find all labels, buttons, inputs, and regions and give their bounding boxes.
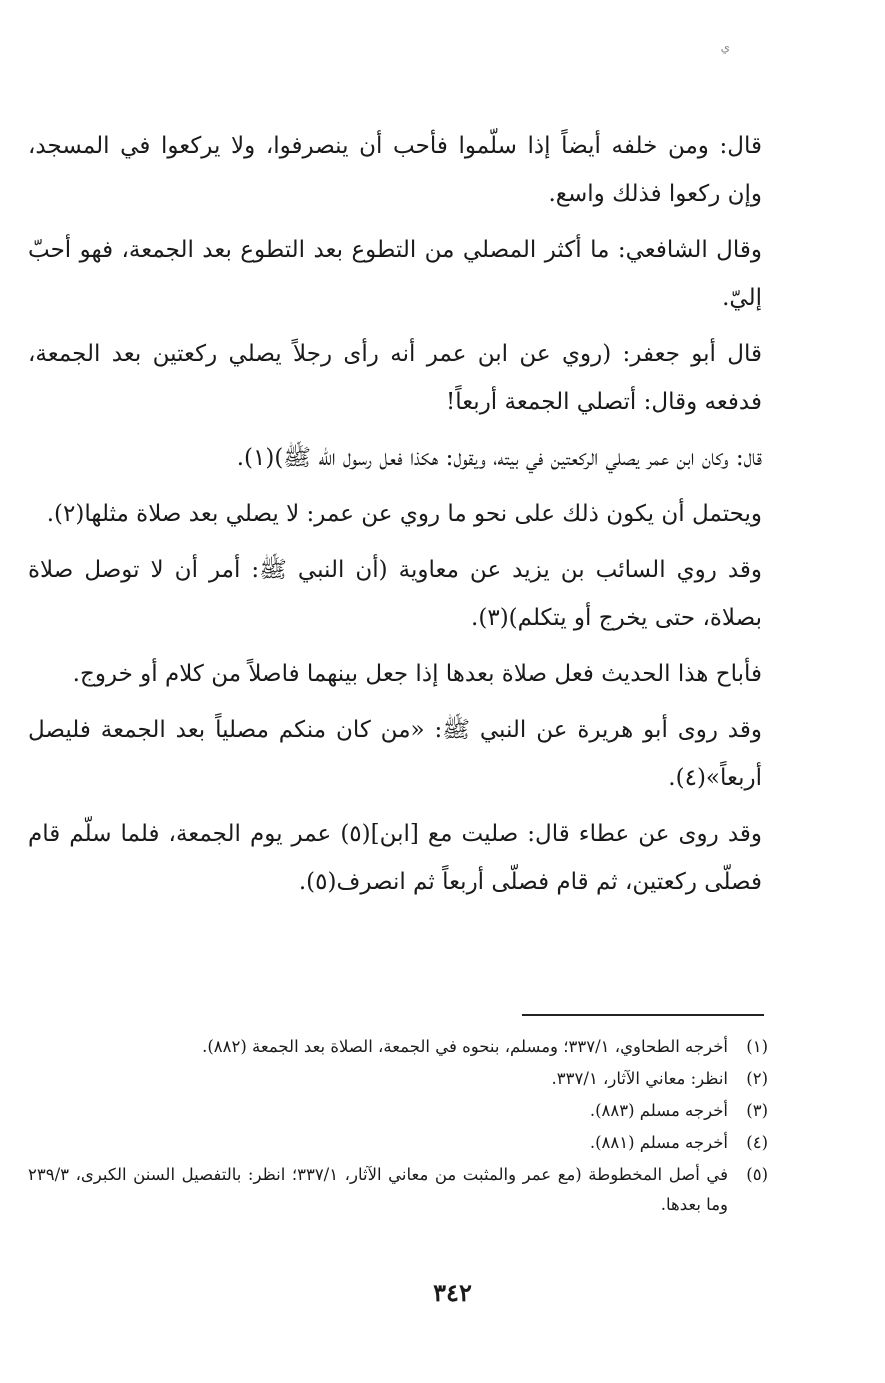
footnote-text: أخرجه مسلم (٨٨١). [589, 1133, 728, 1152]
paragraph: قال: ومن خلفه أيضاً إذا سلّموا فأحب أن ينصرفوا، ولا يركعوا في المسجد، وإن ركعوا فذلك واسع. [28, 133, 762, 207]
footnote-text: أخرجه الطحاوي، ٣٣٧/١؛ ومسلم، بنحوه في الجمعة، الصلاة بعد الجمعة (٨٨٢). [202, 1037, 728, 1056]
footnote [28, 1064, 768, 1094]
paragraph: وقد روي السائب بن يزيد عن معاوية (أن النبي ﷺ: أمر أن لا توصل صلاة بصلاة، حتى يخرج أو يتكلم)(٣). [28, 557, 762, 631]
footnote-text: انظر: معاني الآثار، ٣٣٧/١. [551, 1069, 728, 1088]
main-text [28, 122, 762, 914]
footnote [28, 1096, 768, 1126]
footnote [28, 1032, 768, 1062]
footnote [28, 1128, 768, 1158]
footnote-divider [522, 1014, 764, 1016]
paragraph: فأباح هذا الحديث فعل صلاة بعدها إذا جعل بينهما فاصلاً من كلام أو خروج. [72, 661, 762, 687]
footnote-number: (٣) [746, 1101, 768, 1120]
footnote-number: (٥) [746, 1165, 768, 1184]
paragraph: قال أبو جعفر: (روي عن ابن عمر أنه رأى رجلاً يصلي ركعتين بعد الجمعة، فدفعه وقال: أتصلي الجمعة أربعاً! [28, 341, 762, 415]
corner-mark: ي [720, 40, 730, 54]
page-number: ٣٤٢ [433, 1278, 472, 1307]
paragraph: وقد روى عن عطاء قال: صليت مع [ابن](٥) عمر يوم الجمعة، فلما سلّم قام فصلّى ركعتين، ثم قام فصلّى أربعاً ثم انصرف(٥). [28, 821, 762, 895]
footnote-number: (١) [746, 1037, 768, 1056]
footnotes [28, 1032, 768, 1222]
paragraph: ويحتمل أن يكون ذلك على نحو ما روي عن عمر: لا يصلي بعد صلاة مثلها(٢). [46, 501, 762, 527]
footnote-number: (٢) [746, 1069, 768, 1088]
footnote-text: أخرجه مسلم (٨٨٣). [589, 1101, 728, 1120]
paragraph: وقال الشافعي: ما أكثر المصلي من التطوع بعد التطوع بعد الجمعة، فهو أحبّ إليّ. [28, 237, 762, 311]
footnote-number: (٤) [746, 1133, 768, 1152]
footnote [28, 1160, 768, 1220]
paragraph: قال: وكان ابن عمر يصلي الركعتين في بيته، ويقول: هكذا فعل رسول الله ﷺ)(١). [236, 445, 762, 471]
paragraph: وقد روى أبو هريرة عن النبي ﷺ: «من كان منكم مصلياً بعد الجمعة فليصل أربعاً»(٤). [28, 717, 762, 791]
footnote-text: في أصل المخطوطة (مع عمر والمثبت من معاني الآثار، ٣٣٧/١؛ انظر: بالتفصيل السنن الكبرى، ٢٣٩/٣ وما بعدها. [28, 1165, 728, 1214]
